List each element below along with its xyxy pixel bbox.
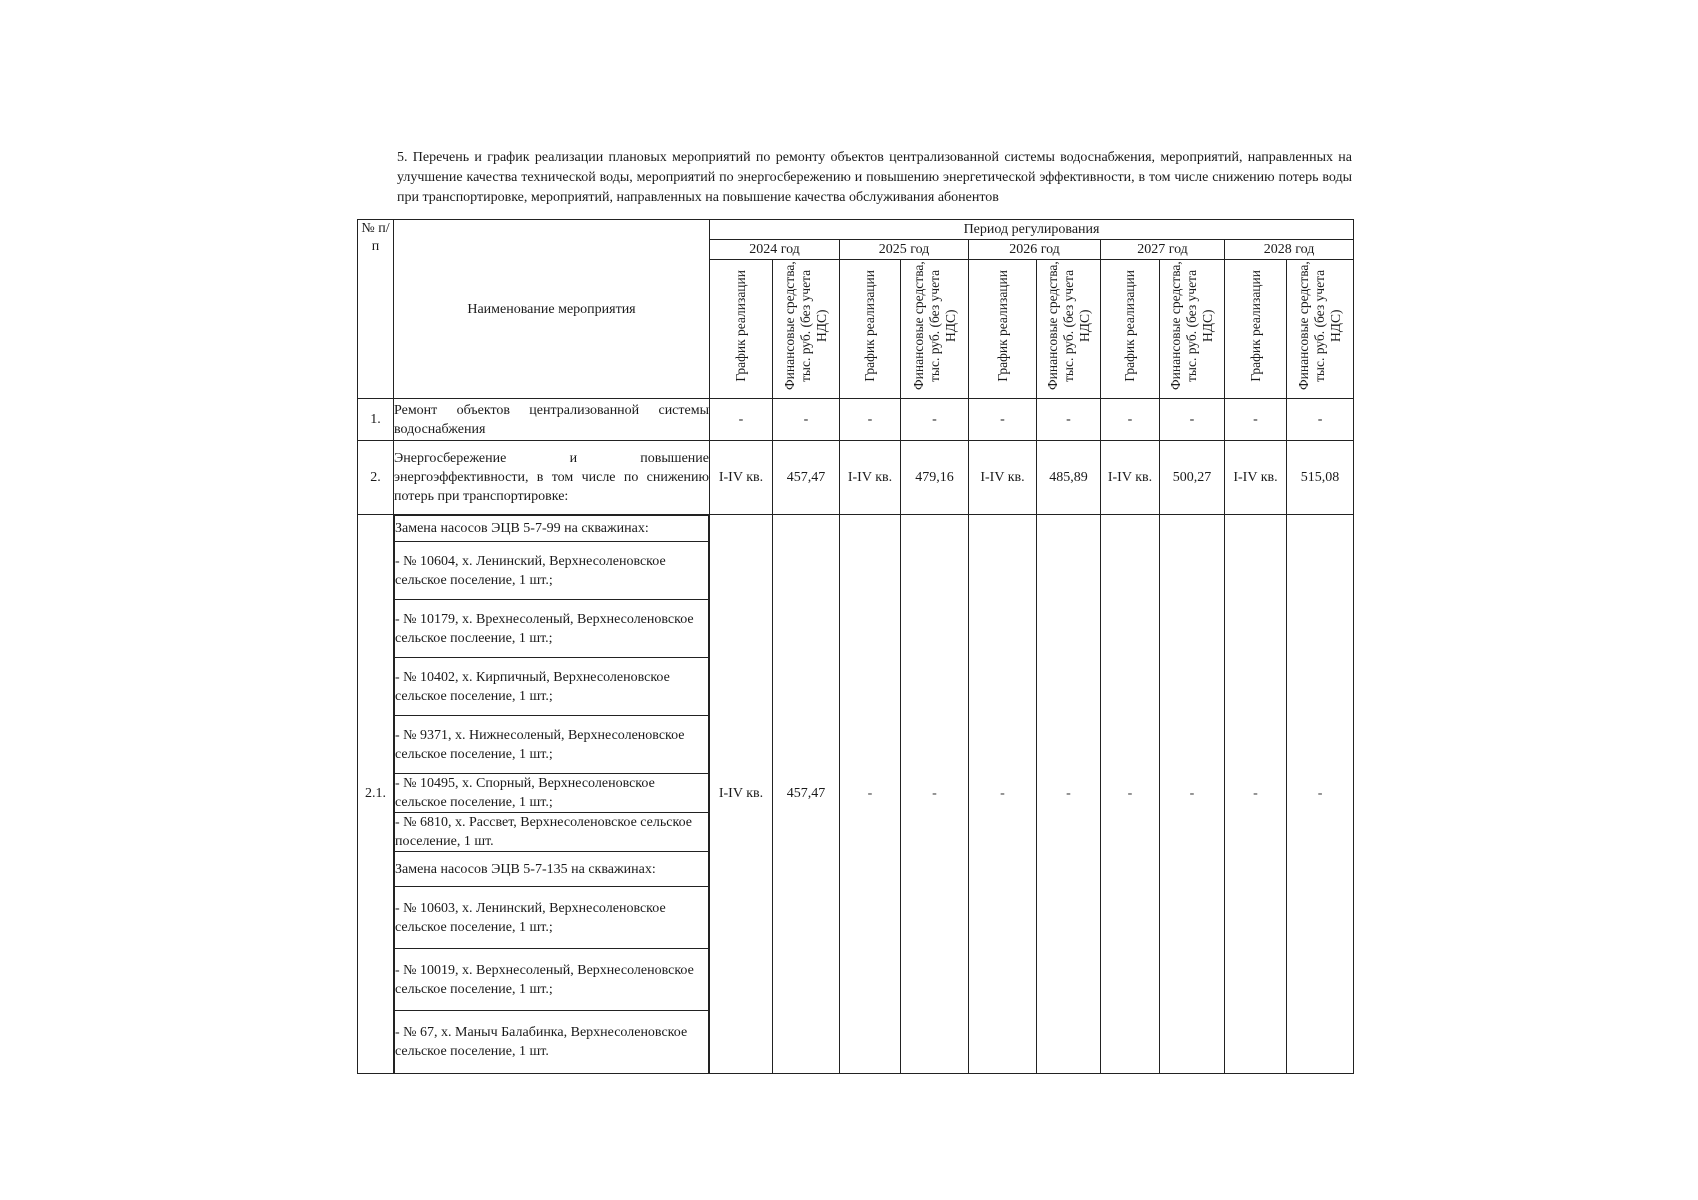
list-item: - № 10019, х. Верхнесоленый, Верхнесоленовское сельское поселение, 1 шт.;	[395, 949, 709, 1011]
num-header: № п/п	[358, 220, 394, 399]
table-cell: -	[1287, 399, 1354, 441]
table-cell: -	[969, 399, 1037, 441]
table-row	[358, 399, 1354, 441]
year-header: 2028 год	[1225, 240, 1354, 260]
table-cell: -	[1037, 515, 1101, 1074]
list-item: - № 67, х. Маныч Балабинка, Верхнесоленовское сельское поселение, 1 шт.	[395, 1011, 709, 1073]
plan-table	[357, 219, 1354, 1074]
list-item: - № 10495, х. Спорный, Верхнесоленовское сельское поселение, 1 шт.;	[395, 774, 709, 813]
table-cell: 457,47	[773, 515, 840, 1074]
table-cell: 500,27	[1160, 441, 1225, 515]
table-cell: 457,47	[773, 441, 840, 515]
table-cell: -	[1225, 515, 1287, 1074]
table-cell: -	[1160, 515, 1225, 1074]
table-cell: I-IV кв.	[840, 441, 901, 515]
table-cell: -	[1101, 515, 1160, 1074]
year-header: 2024 год	[710, 240, 840, 260]
table-cell: -	[840, 515, 901, 1074]
schedule-header: График реализации	[1247, 270, 1263, 382]
list-item: - № 6810, х. Рассвет, Верхнесоленовское сельское поселение, 1 шт.	[395, 813, 709, 852]
finance-header: Финансовые средства, тыс. руб. (без учета НДС)	[910, 261, 958, 391]
schedule-header: График реализации	[1122, 270, 1137, 382]
row-items	[394, 515, 710, 1074]
schedule-header: График реализации	[862, 270, 877, 382]
name-header: Наименование мероприятия	[394, 220, 710, 399]
row-number: 2.	[358, 441, 394, 515]
list-item: - № 9371, х. Нижнесоленый, Верхнесоленовское сельское поселение, 1 шт.;	[395, 716, 709, 774]
row-name: Ремонт объектов централизованной системы водоснабжения	[394, 399, 710, 441]
finance-header: Финансовые средства, тыс. руб. (без учета НДС)	[1044, 261, 1092, 391]
items-list	[394, 515, 709, 1073]
list-item: - № 10402, х. Кирпичный, Верхнесоленовское сельское поселение, 1 шт.;	[395, 658, 709, 716]
table-cell: I-IV кв.	[969, 441, 1037, 515]
table-cell: 485,89	[1037, 441, 1101, 515]
period-header: Период регулирования	[710, 220, 1354, 240]
year-header: 2026 год	[969, 240, 1101, 260]
list-item: Замена насосов ЭЦВ 5-7-135 на скважинах:	[395, 852, 709, 887]
list-item: - № 10604, х. Ленинский, Верхнесоленовское сельское поселение, 1 шт.;	[395, 542, 709, 600]
table-cell: -	[1037, 399, 1101, 441]
row-name: Энергосбережение и повышение энергоэффективности, в том числе по снижению потерь при транспортировке:	[394, 441, 710, 515]
table-row	[358, 515, 1354, 1074]
finance-header: Финансовые средства, тыс. руб. (без учета НДС)	[1296, 261, 1344, 391]
list-item: Замена насосов ЭЦВ 5-7-99 на скважинах:	[395, 516, 709, 542]
table-cell: -	[901, 399, 969, 441]
finance-header: Финансовые средства, тыс. руб. (без учета НДС)	[782, 261, 829, 391]
table-cell: -	[1101, 399, 1160, 441]
year-header: 2027 год	[1101, 240, 1225, 260]
list-item: - № 10603, х. Ленинский, Верхнесоленовское сельское поселение, 1 шт.;	[395, 887, 709, 949]
table-cell: -	[969, 515, 1037, 1074]
section-caption: 5. Перечень и график реализации плановых мероприятий по ремонту объектов централизованной системы водоснабжения, мероприятий, направленных на улучшение качества технической воды, мероприятий по энергосбережению и повышению энергетической эффективности, в том числе снижению потерь воды при транспортировке, мероприятий, направленных на повышение качества обслуживания абонентов	[397, 150, 1352, 205]
finance-header: Финансовые средства, тыс. руб. (без учета НДС)	[1168, 261, 1215, 391]
table-cell: -	[1160, 399, 1225, 441]
table-row	[358, 441, 1354, 515]
table-cell: I-IV кв.	[710, 441, 773, 515]
row-number: 1.	[358, 399, 394, 441]
table-cell: -	[710, 399, 773, 441]
row-number: 2.1.	[358, 515, 394, 1074]
list-item: - № 10179, х. Врехнесоленый, Верхнесоленовское сельское послеение, 1 шт.;	[395, 600, 709, 658]
table-cell: I-IV кв.	[1101, 441, 1160, 515]
table-cell: -	[1225, 399, 1287, 441]
table-cell: -	[901, 515, 969, 1074]
table-cell: -	[1287, 515, 1354, 1074]
table-cell: I-IV кв.	[710, 515, 773, 1074]
table-cell: -	[840, 399, 901, 441]
header-row-1	[358, 220, 1354, 240]
table-cell: I-IV кв.	[1225, 441, 1287, 515]
table-cell: 479,16	[901, 441, 969, 515]
table-cell: 515,08	[1287, 441, 1354, 515]
table-cell: -	[773, 399, 840, 441]
schedule-header: График реализации	[733, 270, 748, 382]
schedule-header: График реализации	[994, 270, 1010, 382]
year-header: 2025 год	[840, 240, 969, 260]
